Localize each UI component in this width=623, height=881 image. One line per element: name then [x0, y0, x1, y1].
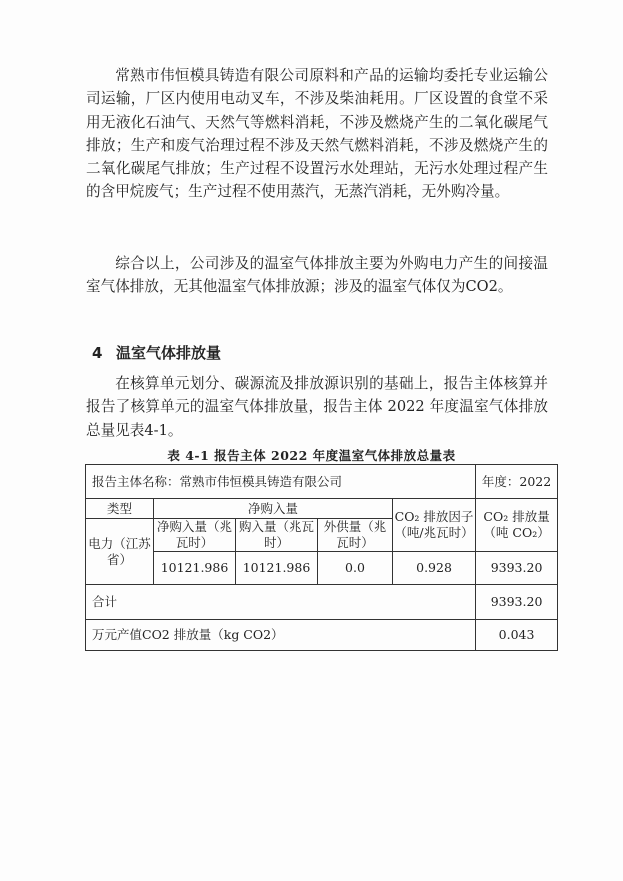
sub-net-header: 净购入量（兆瓦时） [154, 519, 236, 552]
table-row [86, 499, 558, 519]
factor-header: CO₂ 排放因子（吨/兆瓦时） [393, 499, 476, 552]
total-label-cell: 合计 [86, 585, 476, 620]
section-title: 温室气体排放量 [116, 344, 222, 362]
paragraph-transport: 常熟市伟恒模具铸造有限公司原料和产品的运输均委托专业运输公司运输，厂区内使用电动叉车，不涉及柴油耗用。厂区设置的食堂不采用无液化石油气、天然气等燃料消耗，不涉及燃烧产生的二氧化碳尾气排放；生产和废气治理过程不涉及天然气燃料消耗，不涉及燃烧产生的二氧化碳尾气排放；生产过程不设置污水处理站，无污水处理过程产生的含甲烷废气；生产过程不使用蒸汽，无蒸汽消耗，无外购冷量。 [86, 67, 548, 201]
type-header: 类型 [86, 499, 154, 519]
table-row [86, 552, 558, 585]
buy-value-cell: 10121.986 [236, 552, 318, 585]
supply-value-cell: 0.0 [318, 552, 393, 585]
intensity-value-cell: 0.043 [476, 620, 558, 651]
sub-buy-header: 购入量（兆瓦时） [236, 519, 318, 552]
emission-value-cell: 9393.20 [476, 552, 558, 585]
emission-table [85, 464, 558, 651]
entity-name-cell: 报告主体名称：常熟市伟恒模具铸造有限公司 [86, 465, 476, 499]
table-row [86, 465, 558, 499]
row-type-cell: 电力（江苏省） [86, 519, 154, 585]
factor-value-cell: 0.928 [393, 552, 476, 585]
sub-supply-header: 外供量（兆瓦时） [318, 519, 393, 552]
net-value-cell: 10121.986 [154, 552, 236, 585]
emission-header: CO₂ 排放量（吨 CO₂） [476, 499, 558, 552]
table-caption: 表 4-1 报告主体 2022 年度温室气体排放总量表 [167, 448, 456, 463]
paragraph-intro: 在核算单元划分、碳源流及排放源识别的基础上，报告主体核算并报告了核算单元的温室气体排放量，报告主体 2022 年度温室气体排放总量见表4-1。 [86, 375, 548, 439]
paragraph-summary: 综合以上，公司涉及的温室气体排放主要为外购电力产生的间接温室气体排放，无其他温室气体排放源；涉及的温室气体仅为CO2。 [86, 255, 548, 296]
net-purchase-header: 净购入量 [154, 499, 393, 519]
section-number: 4 [92, 344, 103, 362]
section-heading [92, 342, 221, 363]
total-value-cell: 9393.20 [476, 585, 558, 620]
intensity-label-cell: 万元产值CO2 排放量（kg CO2） [86, 620, 476, 651]
table-row [86, 585, 558, 620]
year-cell: 年度：2022 [476, 465, 558, 499]
table-row [86, 620, 558, 651]
